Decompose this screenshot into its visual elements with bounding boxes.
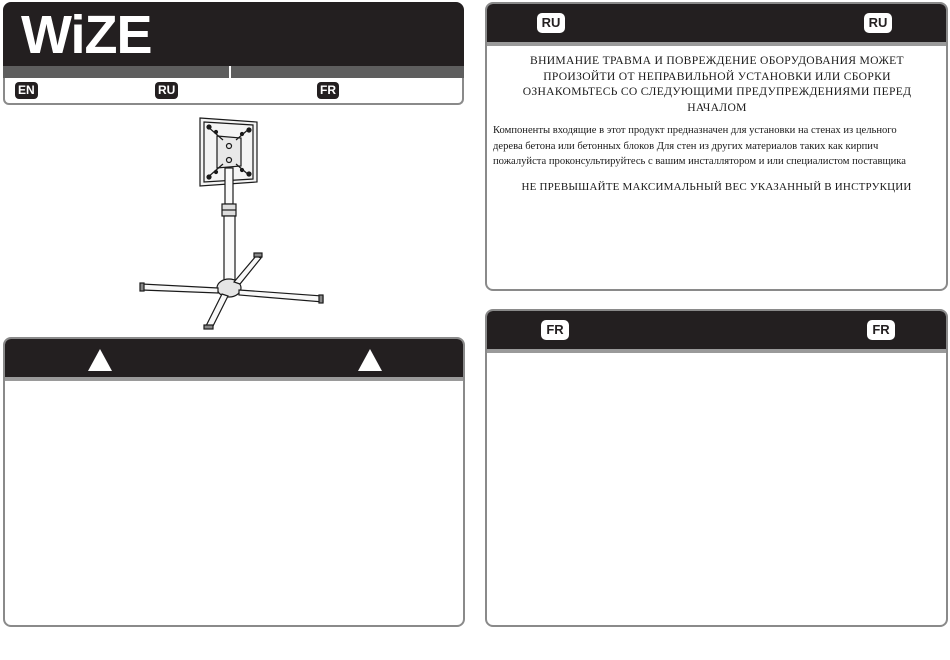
ru-warning-line: ОЗНАКОМЬТЕСЬ СО СЛЕДУЮЩИМИ ПРЕДУПРЕЖДЕНИЯМИ ПЕРЕД: [522, 85, 912, 98]
ru-warning-line: ВНИМАНИЕ ТРАВМА И ПОВРЕЖДЕНИЕ ОБОРУДОВАНИЯ МОЖЕТ: [530, 54, 904, 67]
brand-header: [3, 2, 464, 66]
language-badge-en: EN: [15, 82, 38, 99]
fr-badge-left: FR: [541, 320, 569, 340]
ru-max-weight-note: НЕ ПРЕВЫШАЙТЕ МАКСИМАЛЬНЫЙ ВЕС УКАЗАННЫЙ В ИНСТРУКЦИИ: [521, 181, 912, 193]
language-badge-ru: RU: [155, 82, 178, 99]
ru-body-line: пожалуйста проконсультируйтесь с вашим инсталлятором и или специалистом поставщика: [493, 156, 906, 168]
fr-panel: [485, 309, 948, 627]
ru-warning-text: [507, 53, 927, 115]
en-warning-panel: [3, 337, 465, 627]
header-divider: [3, 66, 464, 78]
ru-body-line: Компоненты входящие в этот продукт предназначен для установки на стенах из цельного: [493, 125, 897, 136]
ru-body-text: [493, 123, 941, 170]
ru-panel: [485, 2, 948, 291]
en-warning-panel-header: [5, 339, 463, 381]
fr-panel-header: [487, 311, 946, 353]
ru-warning-line: НАЧАЛОМ: [687, 100, 747, 114]
tv-floor-stand-icon: [130, 112, 340, 334]
brand-logo: WiZE: [21, 5, 152, 65]
ru-body-line: дерева бетона или бетонных блоков Для стен из других материалов таких как кирпич: [493, 140, 879, 152]
ru-panel-header: [487, 4, 946, 46]
language-bar: [3, 78, 464, 105]
language-badge-fr: FR: [317, 82, 339, 99]
ru-warning-line: ПРОИЗОЙТИ ОТ НЕПРАВИЛЬНОЙ УСТАНОВКИ ИЛИ СБОРКИ: [543, 69, 891, 83]
ru-badge-left: RU: [537, 13, 565, 33]
fr-badge-right: FR: [867, 320, 895, 340]
warning-triangle-icon: [88, 349, 112, 371]
warning-triangle-icon: [358, 349, 382, 371]
ru-badge-right: RU: [864, 13, 892, 33]
